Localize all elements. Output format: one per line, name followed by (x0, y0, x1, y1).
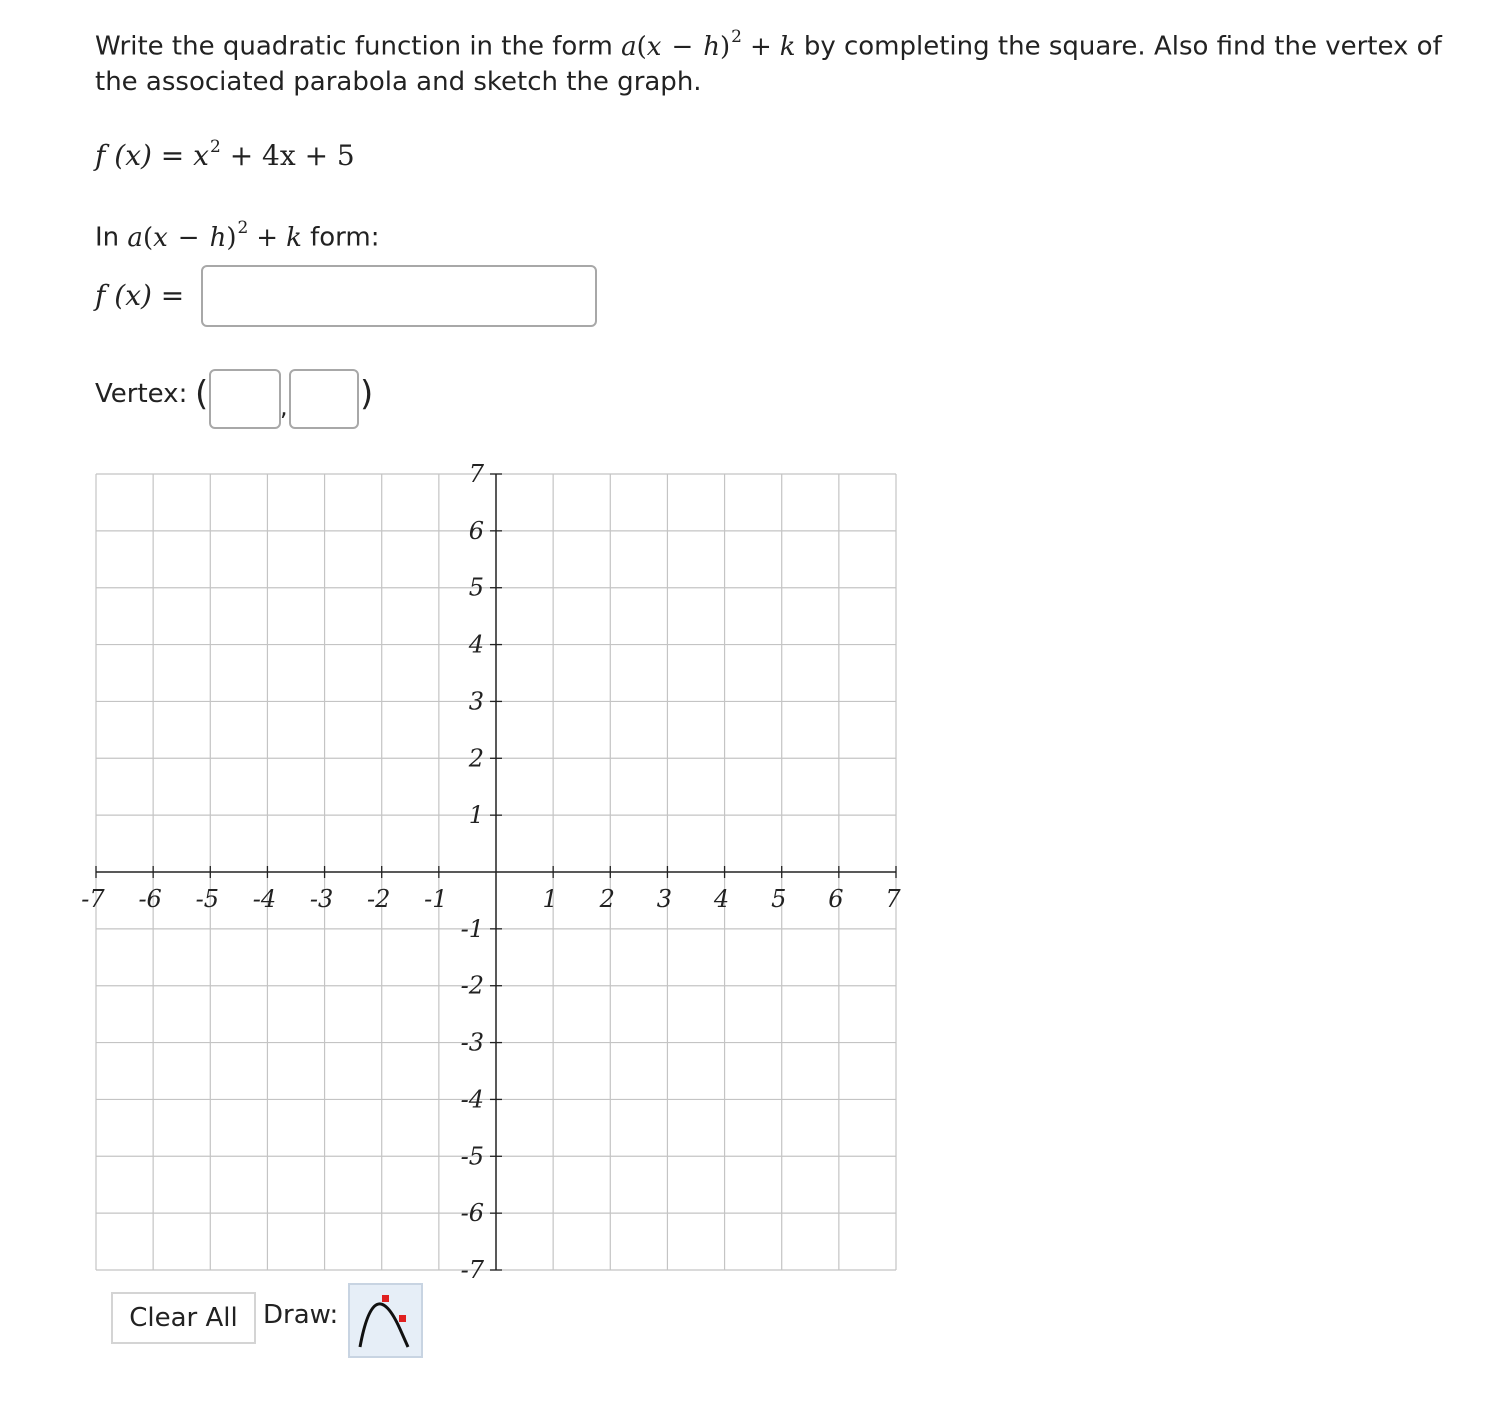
prompt-line-2: the associated parabola and sketch the graph. (95, 67, 702, 97)
y-tick-label: -4 (460, 1085, 484, 1114)
var-h: h (209, 222, 227, 253)
function-x-squared: x (193, 139, 209, 172)
x-tick-label: -1 (424, 885, 448, 913)
close-paren: ) (720, 31, 731, 62)
x-tick-label: 1 (542, 885, 558, 913)
close-paren: ) (226, 222, 237, 253)
y-tick-label: 2 (468, 744, 484, 773)
clear-all-button[interactable]: Clear All (111, 1292, 256, 1344)
x-tick-label: -3 (309, 885, 334, 913)
var-k: k (779, 31, 796, 62)
parabola-icon (350, 1285, 421, 1356)
var-h: h (703, 31, 721, 62)
var-k: k (286, 222, 302, 253)
x-tick-label: 6 (828, 885, 844, 913)
function-exponent: 2 (209, 136, 221, 157)
x-tick-label: 2 (599, 885, 615, 913)
var-a: a (621, 31, 637, 62)
open-paren: ( (142, 222, 154, 253)
y-tick-label: 5 (468, 573, 484, 602)
var-x: x (153, 222, 168, 253)
function-lhs: f (x) = (95, 139, 185, 172)
y-tick-label: -3 (460, 1028, 484, 1057)
y-tick-label: -7 (460, 1256, 484, 1284)
vertex-label: Vertex: (95, 379, 188, 409)
y-tick-label: 1 (468, 801, 484, 830)
plus-sign: + (750, 31, 772, 62)
prompt-text-end: by completing the square. Also find the vertex of (795, 31, 1442, 62)
x-tick-label: -7 (81, 885, 105, 913)
var-a: a (127, 222, 143, 253)
form-label-prefix: In (95, 222, 128, 253)
x-tick-label: -2 (367, 885, 391, 913)
icon-vertex-point (382, 1295, 389, 1302)
prompt-text: Write the quadratic function in the form (95, 31, 622, 62)
answer-prefix: f (x) = (95, 279, 185, 312)
y-tick-label: 7 (468, 460, 484, 488)
exponent: 2 (731, 27, 742, 47)
y-tick-label: 3 (468, 687, 484, 716)
icon-second-point (399, 1315, 406, 1322)
y-tick-label: 4 (468, 630, 484, 659)
x-tick-label: 7 (885, 885, 901, 913)
x-tick-label: 5 (771, 885, 787, 913)
x-tick-label: -6 (138, 885, 162, 913)
x-tick-label: 3 (656, 885, 673, 913)
x-tick-label: 4 (713, 885, 730, 913)
vertex-comma: , (280, 393, 288, 421)
plus-sign: + (256, 222, 279, 253)
y-tick-label: -2 (460, 971, 484, 1000)
y-tick-label: -6 (460, 1199, 484, 1228)
function-rest: + 4x + 5 (220, 139, 355, 172)
draw-label: Draw: (263, 1300, 339, 1330)
x-tick-label: -4 (252, 885, 277, 913)
y-tick-label: 6 (468, 516, 484, 545)
minus-sign: − (177, 222, 200, 253)
open-paren: ( (636, 31, 647, 62)
vertex-close-paren: ) (360, 374, 374, 414)
vertex-open-paren: ( (195, 374, 209, 414)
y-tick-label: -5 (460, 1142, 484, 1171)
var-x: x (646, 31, 662, 62)
x-tick-label: -5 (195, 885, 219, 913)
exponent: 2 (237, 218, 249, 238)
draw-parabola-button[interactable] (348, 1283, 423, 1358)
y-tick-label: -1 (460, 914, 484, 943)
minus-sign: − (671, 31, 694, 62)
form-label-suffix: form: (301, 222, 380, 253)
axes (96, 474, 896, 1270)
